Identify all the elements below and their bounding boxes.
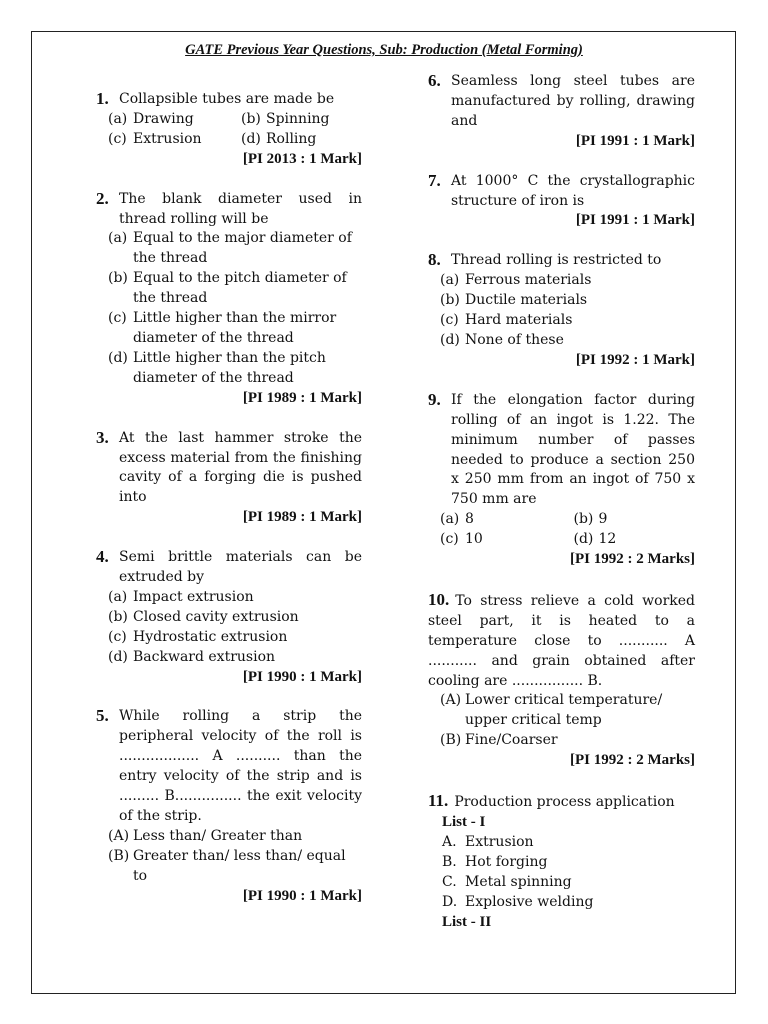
option-text: Less than/ Greater than: [133, 827, 303, 844]
marks-reference: [PI 1992 : 1 Mark]: [575, 351, 695, 368]
option-label: (d): [440, 331, 460, 348]
spacer: [428, 771, 695, 791]
option-text: Greater than/ less than/ equal to: [133, 847, 346, 884]
option: [96, 847, 362, 887]
option-label: (c): [108, 310, 127, 327]
option-text: None of these: [465, 331, 564, 348]
question-text: Production process application: [454, 794, 675, 811]
option: [428, 291, 695, 311]
option-text: Closed cavity extrusion: [133, 608, 299, 625]
option-label: (B): [440, 732, 462, 749]
page-title: GATE Previous Year Questions, Sub: Production (Metal Forming): [185, 42, 583, 58]
list-text: Hot forging: [465, 853, 548, 870]
option: [96, 229, 362, 269]
option: [562, 530, 696, 550]
list-text: Explosive welding: [465, 893, 594, 910]
question-7: [428, 172, 695, 232]
option-text: Ductile materials: [465, 292, 588, 309]
list-heading: List - II: [442, 913, 492, 930]
right-column: [428, 72, 695, 932]
option-text: 9: [598, 511, 608, 528]
question-stem: [428, 791, 695, 813]
option-text: Rolling: [266, 130, 317, 147]
option-text: Impact extrusion: [133, 588, 254, 605]
question-number: 11.: [428, 791, 449, 811]
option: [96, 628, 362, 648]
option: [428, 731, 695, 751]
question-11: [428, 791, 695, 932]
question-number: 9.: [428, 389, 441, 409]
option: [428, 510, 562, 530]
option-label: (d): [108, 349, 128, 366]
option-label: (c): [108, 628, 127, 645]
option: [96, 309, 362, 349]
option-label: (b): [241, 110, 261, 127]
option-text: Hard materials: [465, 312, 573, 329]
question-3: [96, 429, 362, 529]
list-text: Metal spinning: [465, 873, 572, 890]
option-text: Fine/Coarser: [465, 732, 558, 749]
marks-reference: [PI 1990 : 1 Mark]: [242, 668, 362, 685]
list-text: Extrusion: [465, 833, 534, 850]
option-text: 10: [465, 531, 483, 548]
question-text: At the last hammer stroke the excess material from the finishing cavity of a forging die is pushed into: [119, 429, 362, 506]
list-item: [428, 853, 695, 873]
option-text: Ferrous materials: [465, 272, 592, 289]
question-stem: [428, 391, 695, 510]
spacer: [96, 687, 362, 707]
option: [96, 588, 362, 608]
question-stem: [96, 707, 362, 826]
marks-reference: [PI 1991 : 1 Mark]: [575, 132, 695, 149]
question-stem: [428, 72, 695, 132]
option-label: (a): [440, 511, 460, 528]
list-item: [428, 833, 695, 853]
question-number: 7.: [428, 170, 441, 190]
option: [428, 331, 695, 351]
option-label: (c): [108, 130, 127, 147]
marks-reference: [PI 1989 : 1 Mark]: [242, 389, 362, 406]
question-number: 6.: [428, 71, 441, 90]
option: [428, 691, 695, 731]
marks-reference: [PI 2013 : 1 Mark]: [242, 150, 362, 167]
question-text: Semi brittle materials can be extruded by: [119, 549, 362, 586]
option-label: (c): [440, 312, 459, 329]
question-stem: [428, 172, 695, 212]
question-number: 2.: [96, 188, 109, 208]
marks-reference: [PI 1989 : 1 Mark]: [242, 509, 362, 526]
option-text: Backward extrusion: [133, 648, 276, 665]
option-label: (a): [440, 272, 460, 289]
option-row: [428, 510, 695, 530]
option-label: (A): [108, 827, 130, 844]
option-label: (d): [108, 648, 128, 665]
option-text: 8: [465, 511, 474, 528]
question-1: [96, 90, 362, 170]
question-4: [96, 548, 362, 687]
option-row: [96, 110, 362, 130]
option-label: (b): [573, 511, 594, 528]
option: [96, 130, 229, 150]
option: [96, 827, 362, 847]
option: [229, 110, 362, 130]
option-text: Little higher than the mirror diameter of the thread: [133, 310, 337, 346]
option-text: Drawing: [133, 110, 194, 127]
option-label: (c): [440, 531, 459, 548]
option: [562, 510, 696, 530]
marks-reference: [PI 1990 : 1 Mark]: [242, 887, 362, 904]
option-text: Equal to the major diameter of the thread: [133, 230, 352, 267]
question-text: To stress relieve a cold worked steel part, it is heated to a temperature close to ........... A ........... and grain obtained after cooling are ................ B.: [428, 592, 695, 689]
option-text: Little higher than the pitch diameter of the thread: [133, 349, 326, 386]
option: [96, 349, 362, 389]
option-text: Lower critical temperature/ upper critical temp: [465, 692, 663, 729]
list-label: A.: [442, 833, 457, 850]
list-item: [428, 893, 695, 913]
question-5: [96, 707, 362, 906]
question-stem: [96, 190, 362, 230]
option-text: Hydrostatic extrusion: [133, 628, 288, 645]
spacer: [96, 409, 362, 429]
option: [428, 311, 695, 331]
marks-reference: [PI 1992 : 2 Marks]: [570, 752, 695, 769]
option-label: (b): [108, 270, 128, 287]
option-label: (b): [440, 292, 460, 309]
spacer: [428, 570, 695, 590]
option-label: (A): [440, 692, 462, 709]
left-column: [96, 90, 362, 907]
option: [229, 130, 362, 150]
option: [96, 269, 362, 309]
question-number: 5.: [96, 706, 109, 726]
question-10: [428, 590, 695, 771]
question-text: Thread rolling is restricted to: [451, 252, 662, 269]
option-text: Extrusion: [133, 130, 202, 147]
question-number: 4.: [96, 547, 109, 567]
list-label: B.: [442, 853, 457, 870]
question-number: 8.: [428, 250, 441, 270]
question-2: [96, 190, 362, 409]
list-label: C.: [442, 873, 457, 890]
option-text: Spinning: [266, 110, 330, 127]
option: [96, 608, 362, 628]
option-label: (b): [108, 608, 128, 625]
question-stem: [96, 429, 362, 509]
question-number: 1.: [96, 89, 109, 108]
question-text: If the elongation factor during rolling of an ingot is 1.22. The minimum number of passes needed to produce a section 250 x 250 mm from an ingot of 750 x 750 mm are: [451, 391, 695, 508]
question-stem: [428, 590, 695, 692]
option-label: (d): [573, 531, 594, 548]
option-text: Equal to the pitch diameter of the thread: [133, 270, 347, 307]
spacer: [96, 170, 362, 190]
question-9: [428, 391, 695, 570]
spacer: [428, 231, 695, 251]
question-stem: [96, 548, 362, 588]
option-row: [96, 130, 362, 150]
question-stem: [428, 251, 695, 271]
question-8: [428, 251, 695, 370]
option: [428, 271, 695, 291]
spacer: [428, 371, 695, 391]
question-text: The blank diameter used in thread rolling will be: [119, 190, 362, 227]
marks-reference: [PI 1992 : 2 Marks]: [570, 551, 695, 568]
list-heading: List - I: [442, 814, 486, 830]
option-text: 12: [598, 531, 617, 548]
option-label: (a): [108, 588, 128, 605]
question-6: [428, 72, 695, 152]
option-label: (d): [241, 130, 261, 147]
marks-reference: [PI 1991 : 1 Mark]: [575, 212, 695, 229]
option-label: (B): [108, 847, 130, 864]
list-item: [428, 873, 695, 893]
option: [428, 530, 562, 550]
question-text: While rolling a strip the peripheral velocity of the roll is .................. A .......... than the entry velocity of the strip and is ......... B............... the exit velocity of the strip.: [119, 708, 362, 824]
option-label: (a): [108, 230, 128, 247]
spacer: [96, 528, 362, 548]
question-text: Seamless long steel tubes are manufactured by rolling, drawing and: [451, 73, 695, 129]
option: [96, 110, 229, 130]
option-label: (a): [108, 110, 128, 127]
list-label: D.: [442, 893, 458, 910]
spacer: [428, 152, 695, 172]
question-number: 10.: [428, 589, 450, 609]
question-stem: [96, 90, 362, 110]
question-text: At 1000° C the crystallographic structure of iron is: [451, 172, 695, 209]
question-text: Collapsible tubes are made be: [119, 91, 335, 107]
question-number: 3.: [96, 427, 109, 447]
option: [96, 648, 362, 668]
option-row: [428, 530, 695, 550]
